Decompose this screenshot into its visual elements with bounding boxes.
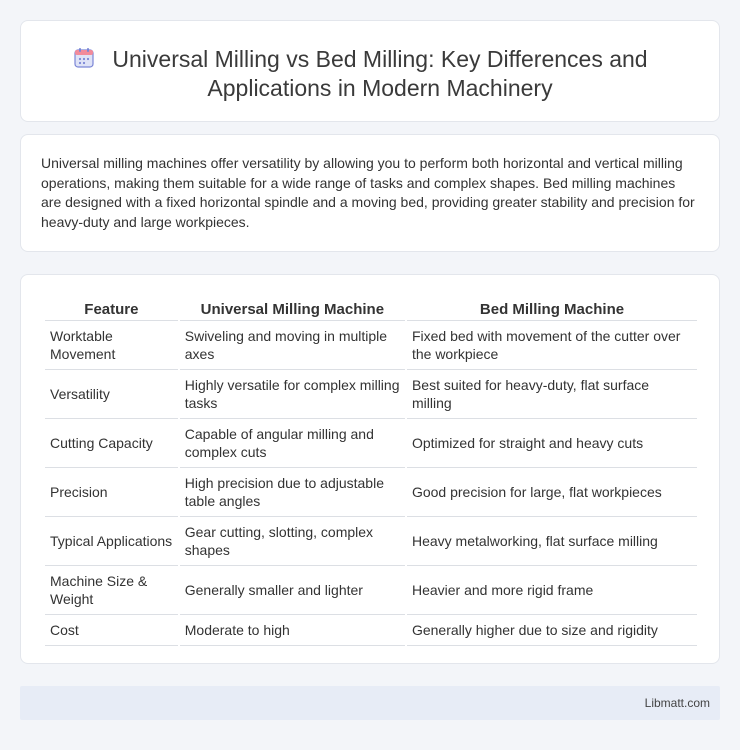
column-header: Feature [45, 295, 178, 321]
table-row [45, 419, 697, 468]
table-cell: Typical Applications [45, 517, 178, 566]
title-card [20, 20, 720, 122]
page-title: Universal Milling vs Bed Milling: Key Differences and Applications in Modern Machinery [112, 46, 648, 101]
table-cell: Capable of angular milling and complex cuts [180, 419, 405, 468]
table-row [45, 468, 697, 517]
table-cell: Moderate to high [180, 615, 405, 646]
table-cell: Precision [45, 468, 178, 517]
table-row [45, 615, 697, 646]
table-cell: Machine Size & Weight [45, 566, 178, 615]
table-row [45, 517, 697, 566]
table-header-row [45, 295, 697, 321]
table-row [45, 566, 697, 615]
table-cell: Cutting Capacity [45, 419, 178, 468]
table-cell: Gear cutting, slotting, complex shapes [180, 517, 405, 566]
table-cell: High precision due to adjustable table angles [180, 468, 405, 517]
table-cell: Cost [45, 615, 178, 646]
table-row [45, 370, 697, 419]
comparison-table [43, 295, 699, 646]
footer-bar [20, 686, 720, 720]
table-cell: Optimized for straight and heavy cuts [407, 419, 697, 468]
table-cell: Worktable Movement [45, 321, 178, 370]
intro-card [20, 134, 720, 252]
table-cell: Fixed bed with movement of the cutter over the workpiece [407, 321, 697, 370]
table-cell: Heavy metalworking, flat surface milling [407, 517, 697, 566]
table-cell: Heavier and more rigid frame [407, 566, 697, 615]
table-cell: Good precision for large, flat workpieces [407, 468, 697, 517]
table-row [45, 321, 697, 370]
column-header: Bed Milling Machine [407, 295, 697, 321]
table-cell: Versatility [45, 370, 178, 419]
footer-site-link[interactable]: Libmatt.com [644, 696, 710, 710]
intro-paragraph: Universal milling machines offer versatility by allowing you to perform both horizontal and vertical milling operations, making them suitable for a wide range of tasks and complex shapes. Bed milling machines are designed with a fixed horizontal spindle and a moving bed, providing greater stability and precision for heavy-duty and large workpieces. [41, 155, 695, 230]
table-cell: Generally higher due to size and rigidity [407, 615, 697, 646]
table-cell: Swiveling and moving in multiple axes [180, 321, 405, 370]
table-cell: Generally smaller and lighter [180, 566, 405, 615]
table-cell: Highly versatile for complex milling tasks [180, 370, 405, 419]
column-header: Universal Milling Machine [180, 295, 405, 321]
comparison-card [20, 274, 720, 664]
table-cell: Best suited for heavy-duty, flat surface milling [407, 370, 697, 419]
